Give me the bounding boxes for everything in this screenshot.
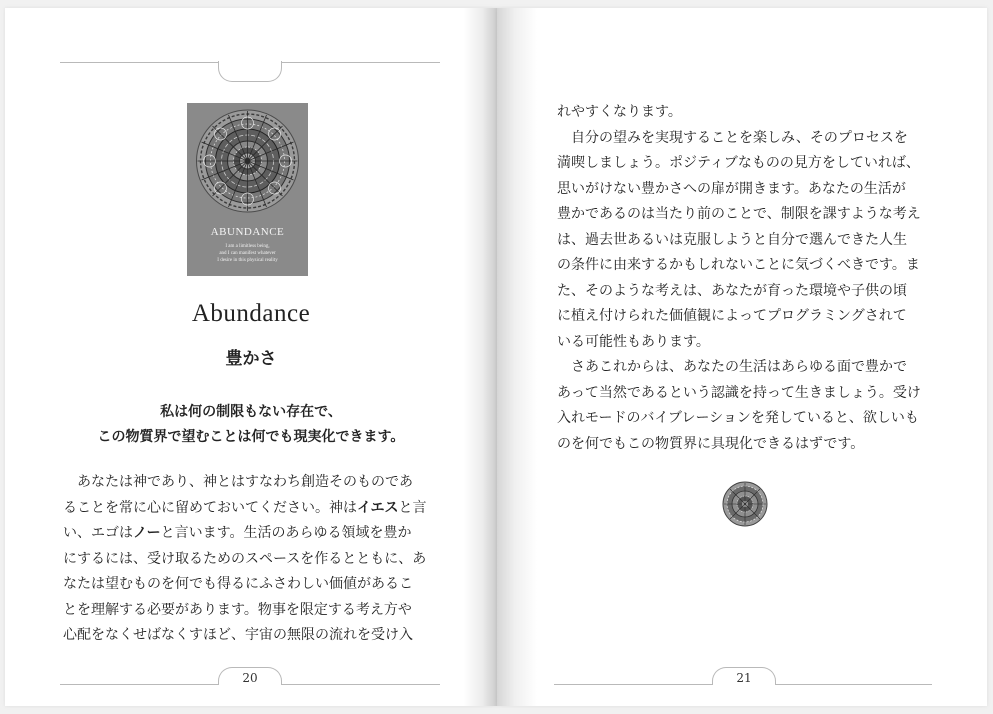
body-line: とを理解する必要があります。物事を限定する考え方や bbox=[63, 601, 412, 618]
page-number: 20 bbox=[218, 667, 282, 685]
body-line: 思いがけない豊かさへの扉が開きます。あなたの生活が bbox=[557, 180, 906, 197]
body-line: れやすくなります。 bbox=[557, 104, 682, 120]
header-tab bbox=[218, 61, 282, 82]
card-caption-line: I desire in this physical reality bbox=[217, 258, 278, 263]
card-caption-line: and I can manifest whatever bbox=[219, 251, 276, 256]
right-page bbox=[497, 8, 987, 706]
affirmation-line: この物質界で望むことは何でも現実化できます。 bbox=[97, 429, 405, 445]
body-line: にするには、受け取るためのスペースを作るとともに、あ bbox=[63, 550, 427, 567]
spine-shadow bbox=[497, 8, 537, 706]
body-line: は、過去世あるいは克服しようと自分で選んできた人生 bbox=[557, 231, 907, 248]
body-text bbox=[63, 470, 426, 649]
body-line: のを何でもこの物質界に具現化できるはずです。 bbox=[557, 435, 865, 452]
body-line: 豊かであるのは当たり前のことで、制限を課すような考え bbox=[557, 206, 921, 222]
body-line bbox=[63, 521, 426, 547]
affirmation bbox=[5, 400, 497, 450]
body-line: た、そのような考えは、あなたが育った環境や子供の頃 bbox=[557, 282, 907, 299]
body-line: あなたは神であり、神とはすなわち創造そのものであ bbox=[63, 474, 413, 490]
body-line: なたは望むものを何でも得るにふさわしい価値があるこ bbox=[63, 576, 413, 592]
body-line: の条件に由来するかもしれないことに気づくべきです。ま bbox=[557, 257, 920, 273]
chapter-title-japanese: 豊かさ bbox=[225, 349, 277, 369]
body-line: 満喫しましょう。ポジティブなものの見方をしていれば、 bbox=[557, 155, 920, 171]
card-caption bbox=[193, 243, 302, 264]
oracle-card-image bbox=[187, 103, 308, 276]
body-text-span: い、エゴは bbox=[63, 525, 133, 541]
body-line: 入れモードのバイブレーションを発していると、欲しいも bbox=[557, 410, 919, 426]
body-text-span: ることを常に心に留めておいてください。神は bbox=[63, 499, 357, 516]
left-page bbox=[5, 8, 497, 706]
emphasis-text: ノー bbox=[133, 525, 161, 541]
body-line bbox=[63, 496, 426, 522]
mandala-ornament-icon bbox=[721, 480, 769, 528]
body-text-span: と言います。生活のあらゆる領域を豊か bbox=[160, 525, 412, 541]
body-line: 自分の望みを実現することを楽しみ、そのプロセスを bbox=[557, 129, 908, 146]
chapter-title-english: Abundance bbox=[191, 300, 311, 327]
card-title: ABUNDANCE bbox=[210, 226, 285, 238]
body-text-span: と言 bbox=[398, 499, 427, 516]
body-text bbox=[557, 100, 921, 457]
body-line: 心配をなくせばなくすほど、宇宙の無限の流れを受け入 bbox=[63, 627, 413, 643]
emphasis-text: イエス bbox=[357, 499, 399, 516]
body-line: さあこれからは、あなたの生活はあらゆる面で豊かで bbox=[557, 359, 907, 375]
body-line: に植え付けられた価値観によってプログラミングされて bbox=[557, 308, 907, 324]
affirmation-line: 私は何の制限もない存在で、 bbox=[160, 404, 342, 420]
page-number: 21 bbox=[712, 667, 776, 685]
card-caption-line: I am a limitless being, bbox=[225, 244, 270, 249]
body-line: いる可能性もあります。 bbox=[557, 333, 710, 350]
body-line: あって当然であるという認識を持って生きましょう。受け bbox=[557, 384, 921, 401]
